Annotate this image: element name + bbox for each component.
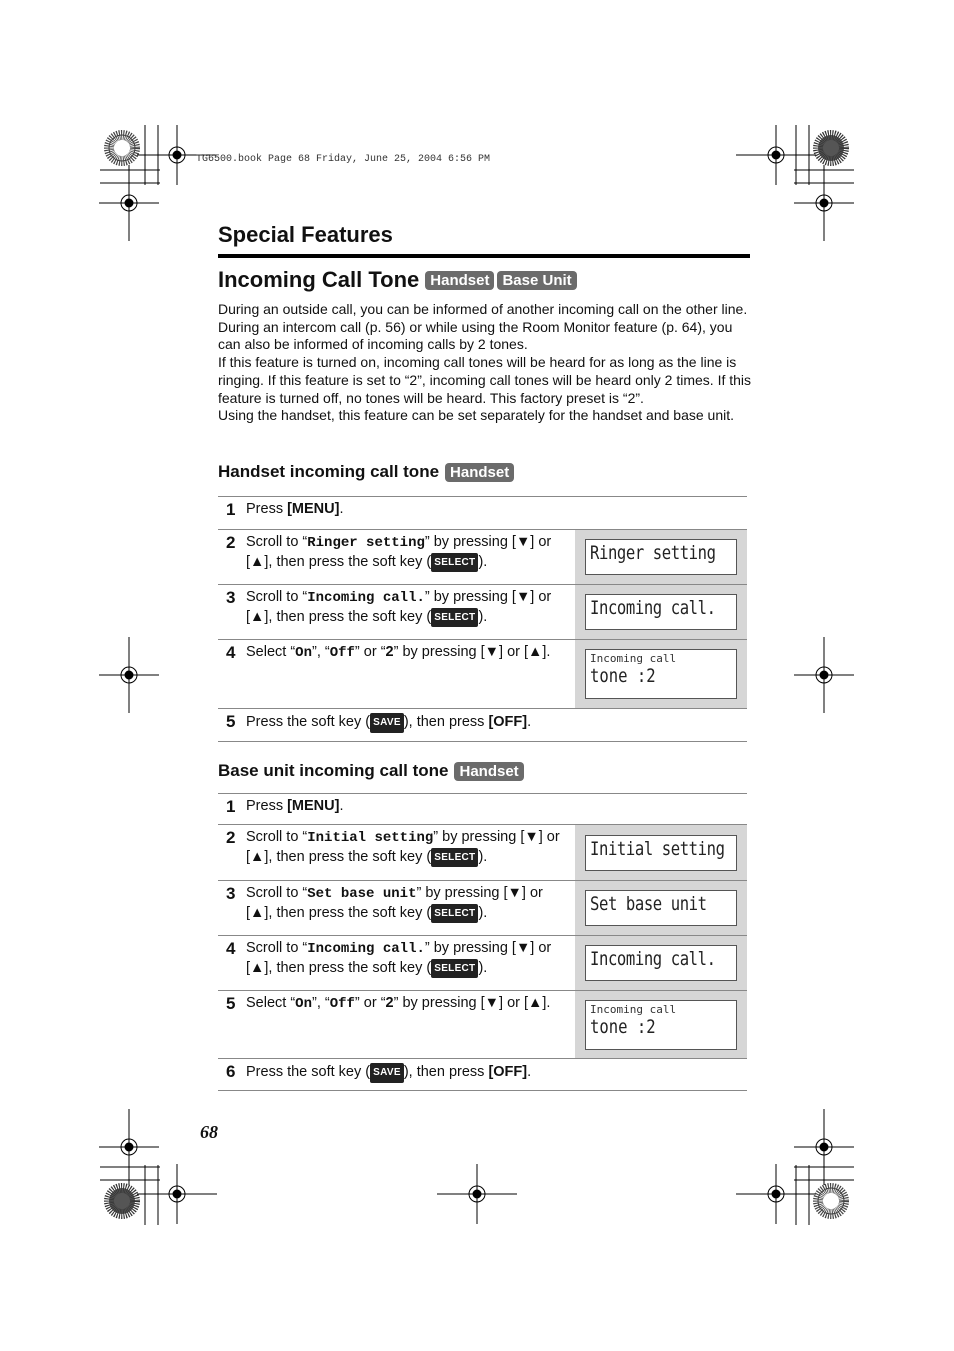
step-text: Press [MENU].: [246, 798, 344, 814]
intro-paragraph: During an outside call, you can be informed of another incoming call on the other line.: [218, 301, 748, 317]
intro-paragraph: If this feature is turned on, incoming call tones will be heard for as long as the line is ringing. If this feature is set to “2”, incoming call tones will be heard only 2 times. If this feature is turned off, no tones will be heard. This factory preset is “2”.: [218, 354, 752, 406]
step-number: 3: [226, 884, 236, 903]
lcd-display-panel: [575, 585, 747, 639]
handset-badge: Handset: [445, 463, 514, 482]
lcd-text: Incoming call.: [590, 948, 716, 970]
lcd-display-panel: [575, 530, 747, 584]
step-number: 1: [226, 500, 236, 519]
page-title: [218, 267, 577, 293]
section-title: Special Features: [218, 222, 393, 247]
lcd-line-2: tone :2: [590, 1015, 656, 1038]
handset-badge: Handset: [425, 271, 494, 290]
step-text: Select “On”, “Off” or “2” by pressing [▼] or [▲].: [246, 644, 551, 661]
select-softkey-icon: SELECT: [431, 608, 478, 628]
save-softkey-icon: SAVE: [370, 1063, 404, 1083]
base-section-title: [218, 761, 524, 781]
handset-badge: Handset: [454, 762, 523, 781]
lcd-line-1: Incoming call: [590, 652, 677, 665]
base-section-title-text: Base unit incoming call tone: [218, 761, 449, 780]
select-softkey-icon: SELECT: [431, 904, 478, 924]
step-text: Scroll to “Initial setting” by pressing [▼] or [▲], then press the soft key ( SELECT ).: [246, 829, 567, 876]
step-number: 5: [226, 994, 236, 1013]
step-row: [218, 794, 747, 825]
lcd-display-panel: [575, 881, 747, 935]
step-row: [218, 530, 747, 585]
step-text: Scroll to “Incoming call.” by pressing [▼] or [▲], then press the soft key ( SELECT ).: [246, 589, 567, 635]
step-number: 1: [226, 797, 236, 816]
lcd-display-panel: [575, 640, 747, 708]
step-number: 6: [226, 1062, 236, 1081]
handset-section-title: [218, 462, 514, 482]
lcd-text: Incoming call.: [590, 597, 716, 619]
lcd-screen: [585, 835, 737, 871]
step-number: 4: [226, 643, 236, 662]
step-text: Press the soft key ( SAVE ), then press [OFF].: [246, 713, 739, 737]
lcd-display-panel: [575, 825, 747, 880]
page-number: 68: [200, 1122, 218, 1142]
step-row: [218, 825, 747, 881]
lcd-screen: [585, 945, 737, 981]
lcd-text: Ringer setting: [590, 542, 716, 564]
lcd-line-2: tone :2: [590, 665, 656, 687]
step-row: [218, 991, 747, 1059]
lcd-text: Set base unit: [590, 893, 707, 915]
step-row: [218, 497, 747, 530]
lcd-screen: [585, 594, 737, 630]
section-divider: [218, 254, 750, 258]
lcd-display-panel: [575, 991, 747, 1058]
intro-text: [218, 301, 752, 425]
intro-paragraph: Using the handset, this feature can be set separately for the handset and base unit.: [218, 407, 735, 424]
step-text: Press [MENU].: [246, 501, 344, 517]
print-header: TG6500.book Page 68 Friday, June 25, 2004 6:56 PM: [196, 154, 491, 165]
step-text: Scroll to “Set base unit” by pressing [▼] or [▲], then press the soft key ( SELECT ).: [246, 885, 567, 931]
step-number: 2: [226, 828, 236, 847]
step-text: Scroll to “Incoming call.” by pressing [▼] or [▲], then press the soft key ( SELECT ).: [246, 940, 567, 986]
lcd-screen: [585, 649, 737, 699]
step-number: 3: [226, 588, 236, 607]
lcd-screen: [585, 890, 737, 926]
step-text: Scroll to “Ringer setting” by pressing [▼] or [▲], then press the soft key ( SELECT ).: [246, 534, 567, 580]
save-softkey-icon: SAVE: [370, 713, 404, 733]
handset-steps-table: [218, 496, 747, 742]
step-row: [218, 1059, 747, 1091]
step-row: [218, 585, 747, 640]
step-text: Select “On”, “Off” or “2” by pressing [▼] or [▲].: [246, 995, 551, 1012]
select-softkey-icon: SELECT: [431, 959, 478, 979]
lcd-line-1: Incoming call: [590, 1002, 677, 1016]
step-number: 4: [226, 939, 236, 958]
handset-section-title-text: Handset incoming call tone: [218, 462, 440, 481]
intro-paragraph: During an intercom call (p. 56) or while using the Room Monitor feature (p. 64), you can also be informed of incoming calls by 2 tones.: [218, 318, 733, 353]
step-text: Press the soft key ( SAVE ), then press [OFF].: [246, 1063, 739, 1086]
lcd-display-panel: [575, 936, 747, 990]
lcd-screen: [585, 1000, 737, 1050]
base-unit-badge: Base Unit: [497, 271, 576, 290]
base-steps-table: [218, 793, 747, 1091]
lcd-text: Initial setting: [590, 837, 725, 860]
step-number: 2: [226, 533, 236, 552]
lcd-screen: [585, 539, 737, 575]
select-softkey-icon: SELECT: [431, 848, 478, 868]
select-softkey-icon: SELECT: [431, 553, 478, 573]
step-number: 5: [226, 712, 236, 731]
step-row: [218, 640, 747, 709]
step-row: [218, 709, 747, 742]
step-row: [218, 881, 747, 936]
step-row: [218, 936, 747, 991]
page-title-text: Incoming Call Tone: [218, 267, 420, 292]
